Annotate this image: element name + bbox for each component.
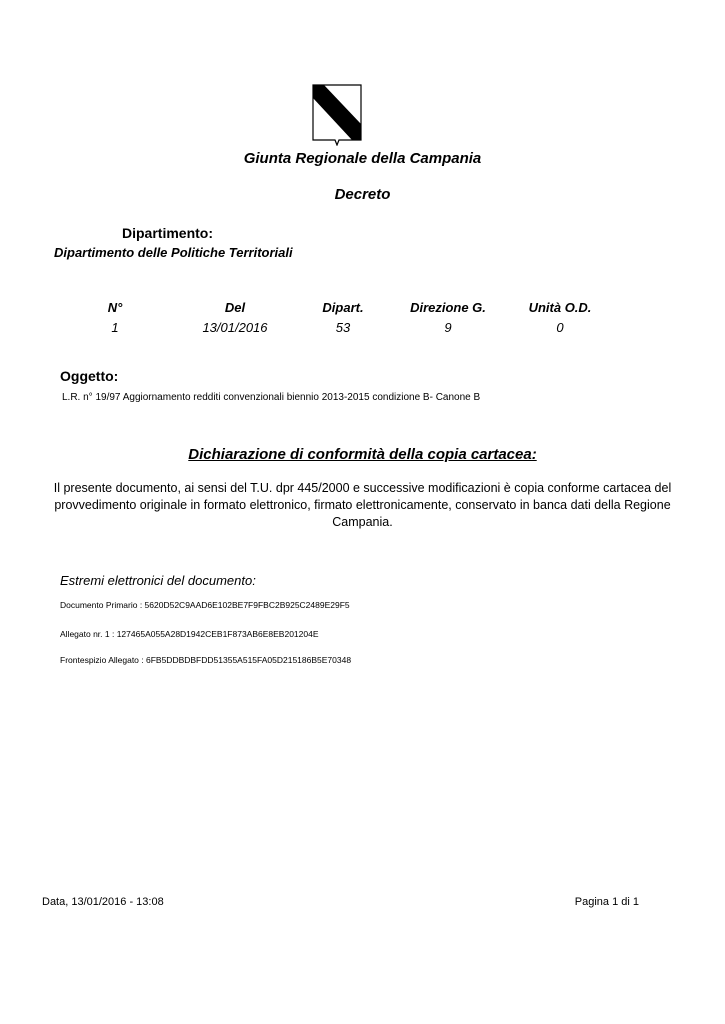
conformity-body: Il presente documento, ai sensi del T.U. dpr 445/2000 e successive modificazioni è copia conforme cartacea del provvedimento originale in formato elettronico, firmato elettronicamente, conservato in banca dati della Regione Campania.: [53, 481, 672, 529]
hash-primary-document: Documento Primario : 5620D52C9AAD6E102BE7F9FBC2B925C2489E29F5: [60, 600, 350, 610]
subject-label: Oggetto:: [60, 368, 119, 384]
department-label: Dipartimento:: [122, 225, 213, 241]
document-type: Decreto: [334, 186, 391, 203]
header-directorate: Direzione G.: [410, 300, 486, 315]
footer-page-number: Pagina 1 di 1: [574, 896, 639, 908]
conformity-title-text: Dichiarazione di conformità della copia cartacea:: [188, 446, 537, 463]
subject-text: L.R. n° 19/97 Aggiornamento redditi convenzionali biennio 2013-2015 condizione B- Canone B: [62, 392, 481, 403]
regione-campania-crest-icon: [312, 84, 362, 146]
value-department: 53: [335, 320, 351, 335]
header-number: N°: [107, 300, 123, 315]
hash-attachment-1: Allegato nr. 1 : 127465A055A28D1942CEB1F873AB6E8EB201204E: [60, 629, 319, 639]
conformity-title: [0, 446, 725, 463]
header-date: Del: [224, 300, 246, 315]
issuing-authority: Giunta Regionale della Campania: [243, 150, 482, 167]
value-date: 13/01/2016: [202, 320, 268, 335]
header-unit: Unità O.D.: [528, 300, 592, 315]
department-name: Dipartimento delle Politiche Territoriali: [54, 245, 293, 260]
value-unit: 0: [556, 320, 564, 335]
footer-date: Data, 13/01/2016 - 13:08: [42, 896, 164, 908]
value-directorate: 9: [444, 320, 452, 335]
header-department: Dipart.: [322, 300, 364, 315]
electronic-refs-label: Estremi elettronici del documento:: [60, 573, 256, 588]
hash-attachment-cover: Frontespizio Allegato : 6FB5DDBDBFDD51355A515FA05D215186B5E70348: [60, 655, 352, 665]
value-number: 1: [111, 320, 119, 335]
